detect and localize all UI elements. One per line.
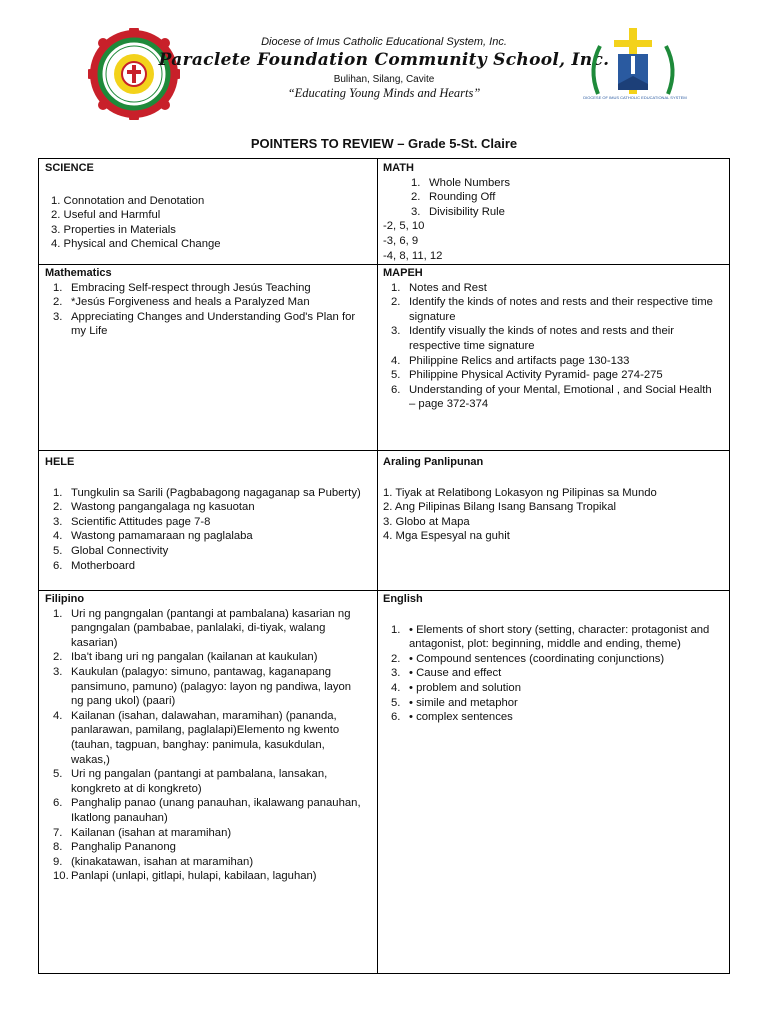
list-text: Rounding Off xyxy=(429,191,496,204)
example-line: -2, 5, 10 xyxy=(383,220,425,233)
list-number: 2. xyxy=(53,501,63,514)
list-item xyxy=(45,650,363,665)
logo-caption: DIOCESE OF IMUS CATHOLIC EDUCATIONAL SYSTEM xyxy=(583,95,687,100)
list-number: 7. xyxy=(53,826,63,839)
row-divider xyxy=(39,450,729,451)
list-item xyxy=(45,869,363,884)
list-number: 6. xyxy=(53,797,63,810)
list-number: 1. xyxy=(391,281,401,294)
list-number: 6. xyxy=(391,383,401,396)
list-text: Scientific Attitudes page 7-8 xyxy=(71,515,211,528)
list-number: 8. xyxy=(53,841,63,854)
list-item xyxy=(403,190,723,205)
hele-heading: HELE xyxy=(45,456,75,468)
list-item xyxy=(45,559,363,574)
list-number: 2. xyxy=(53,651,63,664)
list-number: 3. xyxy=(391,325,401,338)
list-number: 5. xyxy=(53,544,63,557)
review-table xyxy=(38,158,730,974)
list-text: Kaukulan (palagyo: simuno, pantawag, kaganapang pansimuno, pamuno) (palagyo: layon ng pandiwa, layon ng pang ukol) (paari) xyxy=(71,665,352,708)
list-text: Wastong pamamaraan ng paglalaba xyxy=(71,530,253,543)
list-item: 4. Physical and Chemical Change xyxy=(51,238,221,251)
list-text: Philippine Physical Activity Pyramid- page 274-275 xyxy=(409,369,663,382)
list-number: 1. xyxy=(53,486,63,499)
list-text: Uri ng pangngalan (pantangi at pambalana) kasarian ng pangngalan (pambabae, panlalaki, di-tiyak, walang kasarian) xyxy=(71,607,351,649)
list-item xyxy=(383,696,721,711)
list-item xyxy=(45,295,363,310)
list-item xyxy=(45,281,363,296)
list-item: 3. Globo at Mapa xyxy=(383,515,470,528)
list-number: 2. xyxy=(53,296,63,309)
list-item xyxy=(383,652,721,667)
filipino-cell xyxy=(45,592,363,884)
science-heading: SCIENCE xyxy=(45,162,94,174)
mathematics-heading: Mathematics xyxy=(45,267,112,279)
mathematics-cell xyxy=(45,266,363,339)
hele-cell xyxy=(45,455,363,573)
row-divider xyxy=(39,264,729,265)
list-item xyxy=(45,486,363,501)
english-list xyxy=(383,623,721,725)
list-item xyxy=(45,826,363,841)
list-number: 1. xyxy=(53,281,63,294)
list-number: 3. xyxy=(53,310,63,323)
list-item xyxy=(45,796,363,825)
list-text: Identify visually the kinds of notes and rests and their respective time signature xyxy=(409,325,674,352)
school-address: Bulihan, Silang, Cavite xyxy=(333,74,435,85)
list-text: Whole Numbers xyxy=(429,176,510,189)
english-cell xyxy=(383,592,721,725)
list-number: 1. xyxy=(53,607,63,620)
school-name: Paraclete Foundation Community School, Inc. xyxy=(158,50,610,70)
list-item: 2. Useful and Harmful xyxy=(51,209,161,222)
araling-panlipunan-cell xyxy=(383,455,721,544)
list-number: 3. xyxy=(411,205,421,218)
list-number: 5. xyxy=(391,696,401,709)
mapeh-list xyxy=(383,281,721,412)
hele-list xyxy=(45,486,363,574)
list-text: Appreciating Changes and Understanding God's Plan for my Life xyxy=(71,310,356,338)
list-item xyxy=(383,281,721,296)
letterhead xyxy=(0,0,768,120)
list-item xyxy=(383,710,721,725)
diocesan-system-logo xyxy=(578,24,688,104)
filipino-list xyxy=(45,607,363,884)
column-divider xyxy=(377,159,378,973)
list-text: Uri ng pangalan (pantangi at pambalana, lansakan, kongkreto at di kongkreto) xyxy=(71,768,328,795)
math-heading: MATH xyxy=(383,162,414,174)
list-text: Panlapi (unlapi, gitlapi, hulapi, kabilaan, laguhan) xyxy=(71,870,317,883)
list-item xyxy=(45,515,363,530)
mathematics-list xyxy=(45,281,363,339)
list-number: 5. xyxy=(53,768,63,781)
example-line: -4, 8, 11, 12 xyxy=(383,249,443,262)
list-item xyxy=(383,383,721,412)
filipino-heading: Filipino xyxy=(45,593,85,605)
list-item xyxy=(403,176,723,191)
example-line: -3, 6, 9 xyxy=(383,234,419,247)
list-text: Iba't ibang uri ng pangalan (kailanan at kaukulan) xyxy=(71,651,318,664)
list-text: • complex sentences xyxy=(409,711,513,724)
list-item xyxy=(403,205,723,220)
list-item xyxy=(45,544,363,559)
list-text: • Elements of short story (setting, character: protagonist and antagonist, plot: beginning, middle and ending, theme) xyxy=(409,623,710,651)
list-number: 2. xyxy=(391,296,401,309)
list-text: Kailanan (isahan at maramihan) xyxy=(71,826,232,839)
list-item xyxy=(45,709,363,767)
list-number: 3. xyxy=(53,665,63,678)
divisibility-examples xyxy=(383,219,723,263)
list-text: Panghalip Pananong xyxy=(71,841,176,854)
list-number: 5. xyxy=(391,369,401,382)
list-text: Identify the kinds of notes and rests and their respective time signature xyxy=(409,296,713,323)
page-title: POINTERS TO REVIEW – Grade 5-St. Claire xyxy=(250,136,518,151)
mapeh-cell xyxy=(383,266,721,412)
list-text: Divisibility Rule xyxy=(429,205,505,218)
list-number: 2. xyxy=(411,191,421,204)
list-item xyxy=(383,368,721,383)
list-item xyxy=(45,855,363,870)
list-item xyxy=(383,623,721,652)
list-number: 6. xyxy=(391,711,401,724)
list-number: 6. xyxy=(53,559,63,572)
list-text: (kinakatawan, isahan at maramihan) xyxy=(71,855,254,868)
list-text: Kailanan (isahan, dalawahan, maramihan) (pananda, panlarawan, pamilang, paglalapi)Elemento ng kwento (tauhan, tagpuan, banghay: panimula, kasukdulan, wakas,) xyxy=(71,709,340,766)
list-text: Wastong pangangalaga ng kasuotan xyxy=(71,501,255,514)
list-text: Notes and Rest xyxy=(409,281,487,294)
list-text: Understanding of your Mental, Emotional , and Social Health – page 372-374 xyxy=(409,383,712,411)
list-text: • problem and solution xyxy=(409,681,521,694)
list-item: 3. Properties in Materials xyxy=(51,223,176,236)
list-text: Motherboard xyxy=(71,559,136,572)
list-item xyxy=(45,500,363,515)
english-heading: English xyxy=(383,593,423,605)
list-number: 4. xyxy=(53,709,63,722)
science-list xyxy=(45,194,371,252)
list-number: 10. xyxy=(53,870,69,883)
list-text: Panghalip panao (unang panauhan, ikalawang panauhan, Ikatlong panauhan) xyxy=(71,797,361,824)
math-cell xyxy=(383,161,723,263)
list-item xyxy=(383,354,721,369)
row-divider xyxy=(39,590,729,591)
list-item: 4. Mga Espesyal na guhit xyxy=(383,530,510,543)
ap-heading: Araling Panlipunan xyxy=(383,456,484,468)
list-item xyxy=(45,840,363,855)
list-number: 9. xyxy=(53,855,63,868)
list-item xyxy=(45,529,363,544)
diocese-name: Diocese of Imus Catholic Educational System, Inc. xyxy=(261,36,507,48)
list-text: Tungkulin sa Sarili (Pagbabagong nagaganap sa Puberty) xyxy=(71,486,361,499)
list-number: 1. xyxy=(391,623,401,636)
list-item: 2. Ang Pilipinas Bilang Isang Bansang Tropikal xyxy=(383,501,616,514)
ap-list xyxy=(383,486,721,544)
school-motto: “Educating Young Minds and Hearts” xyxy=(287,86,481,100)
list-number: 1. xyxy=(411,176,421,189)
list-text: Philippine Relics and artifacts page 130-133 xyxy=(409,354,630,367)
list-text: Global Connectivity xyxy=(71,544,169,557)
list-item xyxy=(45,607,363,651)
list-number: 3. xyxy=(53,515,63,528)
list-item xyxy=(45,310,363,339)
list-item: 1. Tiyak at Relatibong Lokasyon ng Pilipinas sa Mundo xyxy=(383,486,657,499)
list-item xyxy=(383,666,721,681)
list-item xyxy=(383,324,721,353)
list-item xyxy=(383,295,721,324)
list-text: • Compound sentences (coordinating conjunctions) xyxy=(409,652,665,665)
math-list xyxy=(383,176,723,220)
science-cell xyxy=(45,161,371,252)
list-text: *Jesús Forgiveness and heals a Paralyzed Man xyxy=(71,296,310,309)
list-number: 4. xyxy=(391,681,401,694)
list-text: Embracing Self-respect through Jesús Teaching xyxy=(71,281,311,294)
list-item: 1. Connotation and Denotation xyxy=(51,194,205,207)
list-item xyxy=(45,767,363,796)
list-number: 4. xyxy=(53,530,63,543)
mapeh-heading: MAPEH xyxy=(383,267,423,279)
list-text: • Cause and effect xyxy=(409,667,502,680)
list-number: 4. xyxy=(391,354,401,367)
list-item xyxy=(45,665,363,709)
list-number: 3. xyxy=(391,667,401,680)
list-text: • simile and metaphor xyxy=(409,696,518,709)
list-item xyxy=(383,681,721,696)
list-number: 2. xyxy=(391,652,401,665)
